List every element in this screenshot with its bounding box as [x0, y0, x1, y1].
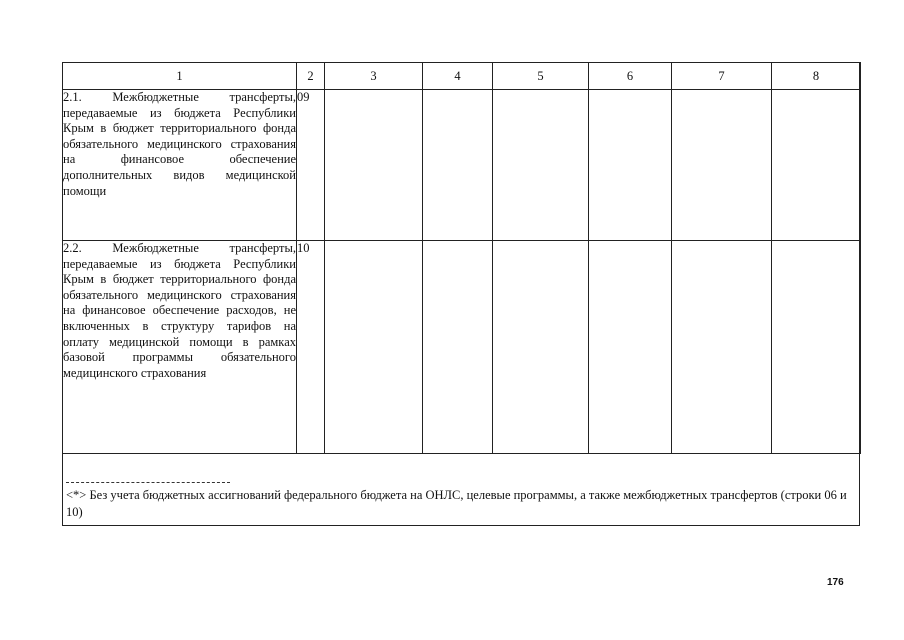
empty-cell [772, 241, 861, 454]
row-code: 10 [297, 241, 325, 454]
column-header-5: 5 [493, 63, 589, 90]
empty-cell [672, 241, 772, 454]
row-description: 2.1. Межбюджетные трансферты, передаваемые из бюджета Республики Крым в бюджет территориального фонда обязательного медицинского страхования на финансовое обеспечение дополнительных видов медицинской помощи [63, 90, 297, 241]
empty-cell [589, 90, 672, 241]
empty-cell [423, 90, 493, 241]
empty-cell [325, 90, 423, 241]
column-header-6: 6 [589, 63, 672, 90]
table-row [63, 90, 861, 241]
empty-cell [589, 241, 672, 454]
footnote-text: <*> Без учета бюджетных ассигнований федерального бюджета на ОНЛС, целевые программы, а также межбюджетных трансфертов (строки 06 и 10) [66, 488, 847, 519]
row-code: 09 [297, 90, 325, 241]
column-header-7: 7 [672, 63, 772, 90]
column-header-4: 4 [423, 63, 493, 90]
empty-cell [423, 241, 493, 454]
column-header-1: 1 [63, 63, 297, 90]
empty-cell [672, 90, 772, 241]
column-header-3: 3 [325, 63, 423, 90]
column-header-8: 8 [772, 63, 861, 90]
row-description: 2.2. Межбюджетные трансферты, передаваемые из бюджета Республики Крым в бюджет территориального фонда обязательного медицинского страхования на финансовое обеспечение расходов, не включенных в структуру тарифов на оплату медицинской помощи в рамках базовой программы обязательного медицинского страхования [63, 241, 297, 454]
header-row [63, 63, 861, 90]
empty-cell [493, 90, 589, 241]
footnote-separator [66, 482, 230, 483]
empty-cell [325, 241, 423, 454]
column-header-2: 2 [297, 63, 325, 90]
table-row [63, 241, 861, 454]
page-number: 176 [827, 577, 844, 588]
empty-cell [772, 90, 861, 241]
empty-cell [493, 241, 589, 454]
report-table [62, 62, 861, 454]
